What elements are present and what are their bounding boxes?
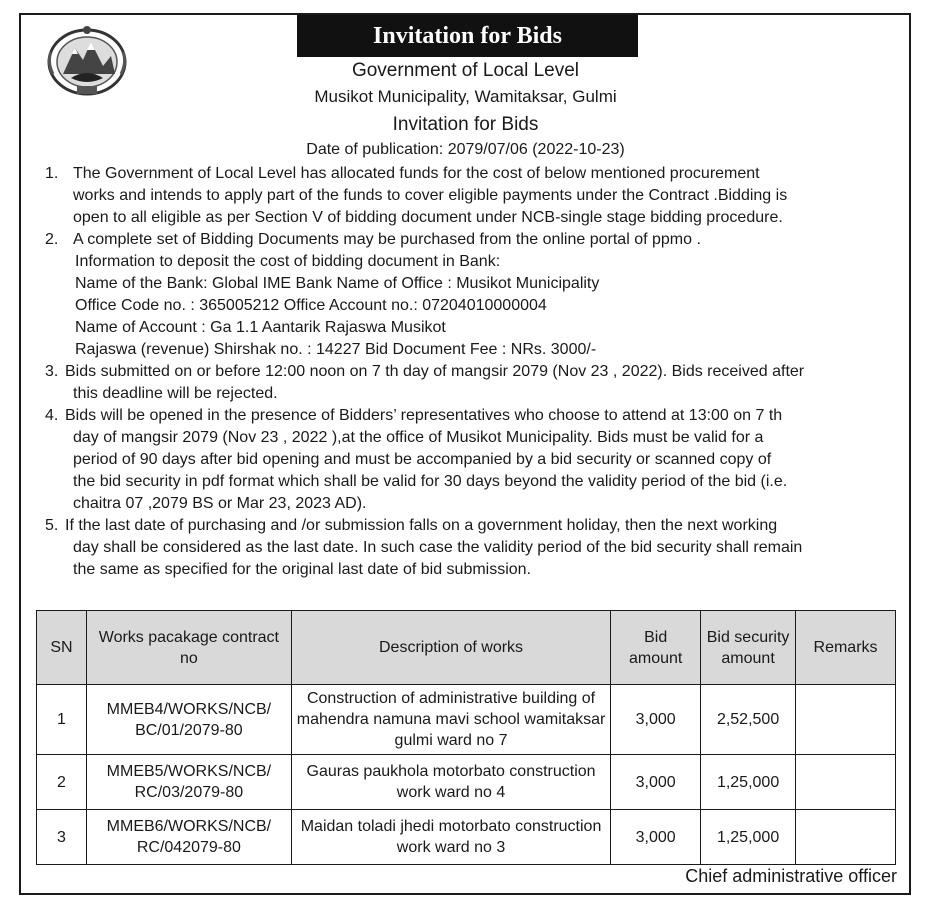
clause-line: Bids will be opened in the presence of Bidders’ representatives who choose to attend at 13:00 on 7 th <box>65 407 783 424</box>
banner-title: Invitation for Bids <box>297 15 638 57</box>
cell-description: Maidan toladi jhedi motorbato construction work ward no 3 <box>291 810 610 865</box>
cell-description: Gauras paukhola motorbato construction work ward no 4 <box>291 755 610 810</box>
clause-2 <box>35 229 900 251</box>
clause-line: A complete set of Bidding Documents may be purchased from the online portal of ppmo . <box>73 231 701 248</box>
cell-remarks <box>796 810 896 865</box>
clause-line: day of mangsir 2079 (Nov 23 , 2022 ),at the office of Musikot Municipality. Bids must be valid for a <box>73 429 764 446</box>
table-row <box>37 685 896 755</box>
cell-security: 1,25,000 <box>701 810 796 865</box>
col-header-remarks: Remarks <box>796 611 896 685</box>
table-row <box>37 810 896 865</box>
notice-body <box>35 163 900 581</box>
cell-bid-amount: 3,000 <box>611 755 701 810</box>
clause-1 <box>35 163 900 229</box>
clause-4 <box>35 405 900 515</box>
col-header-bid-amount: Bid amount <box>611 611 701 685</box>
bank-info-line: Office Code no. : 365005212 Office Account no.: 07204010000004 <box>75 297 547 314</box>
col-header-security: Bid security amount <box>701 611 796 685</box>
cell-security: 2,52,500 <box>701 685 796 755</box>
clause-line: The Government of Local Level has allocated funds for the cost of below mentioned procurement <box>73 165 760 182</box>
notice-title: Invitation for Bids <box>392 114 539 135</box>
bank-info-line: Information to deposit the cost of bidding document in Bank: <box>75 253 501 270</box>
cell-remarks <box>796 685 896 755</box>
cell-contract: MMEB6/WORKS/NCB/ RC/042079-80 <box>86 810 291 865</box>
clause-3 <box>35 361 900 405</box>
clause-line: the same as specified for the original last date of bid submission. <box>73 561 532 578</box>
bank-info-line: Rajaswa (revenue) Shirshak no. : 14227 Bid Document Fee : NRs. 3000/- <box>75 341 597 358</box>
cell-sn: 1 <box>37 685 87 755</box>
clause-5 <box>35 515 900 581</box>
cell-bid-amount: 3,000 <box>611 810 701 865</box>
org-address: Musikot Municipality, Wamitaksar, Gulmi <box>314 87 617 106</box>
clause-line: day shall be considered as the last date. In such case the validity period of the bid security shall remain <box>73 539 803 556</box>
cell-remarks <box>796 755 896 810</box>
col-header-sn: SN <box>37 611 87 685</box>
org-name: Government of Local Level <box>351 60 580 81</box>
clause-number: 3. <box>45 363 59 380</box>
signoff: Chief administrative officer <box>685 866 897 886</box>
clause-number: 2. <box>45 231 59 248</box>
clause-number: 5. <box>45 517 59 534</box>
clause-line: the bid security in pdf format which shall be valid for 30 days beyond the validity period of the bid (i.e. <box>73 473 788 490</box>
cell-description: Construction of administrative building of mahendra namuna mavi school wamitaksar gulmi ward no 7 <box>291 685 610 755</box>
bank-info-line: Name of the Bank: Global IME Bank Name of Office : Musikot Municipality <box>75 275 600 292</box>
col-header-contract: Works pacakage contract no <box>86 611 291 685</box>
col-header-description: Description of works <box>291 611 610 685</box>
publication-date: Date of publication: 2079/07/06 (2022-10-23) <box>306 141 625 158</box>
cell-contract: MMEB4/WORKS/NCB/ BC/01/2079-80 <box>86 685 291 755</box>
clause-line: Bids submitted on or before 12:00 noon on 7 th day of mangsir 2079 (Nov 23 , 2022). Bids received after <box>65 363 805 380</box>
table-row <box>37 755 896 810</box>
cell-bid-amount: 3,000 <box>611 685 701 755</box>
clause-line: chaitra 07 ,2079 BS or Mar 23, 2023 AD). <box>73 495 367 512</box>
clause-number: 1. <box>45 165 59 182</box>
works-table <box>36 610 896 865</box>
clause-line: If the last date of purchasing and /or submission falls on a government holiday, then the next working <box>65 517 778 534</box>
clause-line: period of 90 days after bid opening and must be accompanied by a bid security or scanned copy of <box>73 451 772 468</box>
cell-sn: 2 <box>37 755 87 810</box>
clause-line: this deadline will be rejected. <box>73 385 278 402</box>
cell-contract: MMEB5/WORKS/NCB/ RC/03/2079-80 <box>86 755 291 810</box>
clause-line: open to all eligible as per Section V of bidding document under NCB-single stage bidding procedure. <box>73 209 783 226</box>
cell-security: 1,25,000 <box>701 755 796 810</box>
bank-info-line: Name of Account : Ga 1.1 Aantarik Rajaswa Musikot <box>75 319 446 336</box>
clause-number: 4. <box>45 407 59 424</box>
cell-sn: 3 <box>37 810 87 865</box>
clause-line: works and intends to apply part of the funds to cover eligible payments under the Contract .Bidding is <box>73 187 788 204</box>
table-header-row <box>37 611 896 685</box>
